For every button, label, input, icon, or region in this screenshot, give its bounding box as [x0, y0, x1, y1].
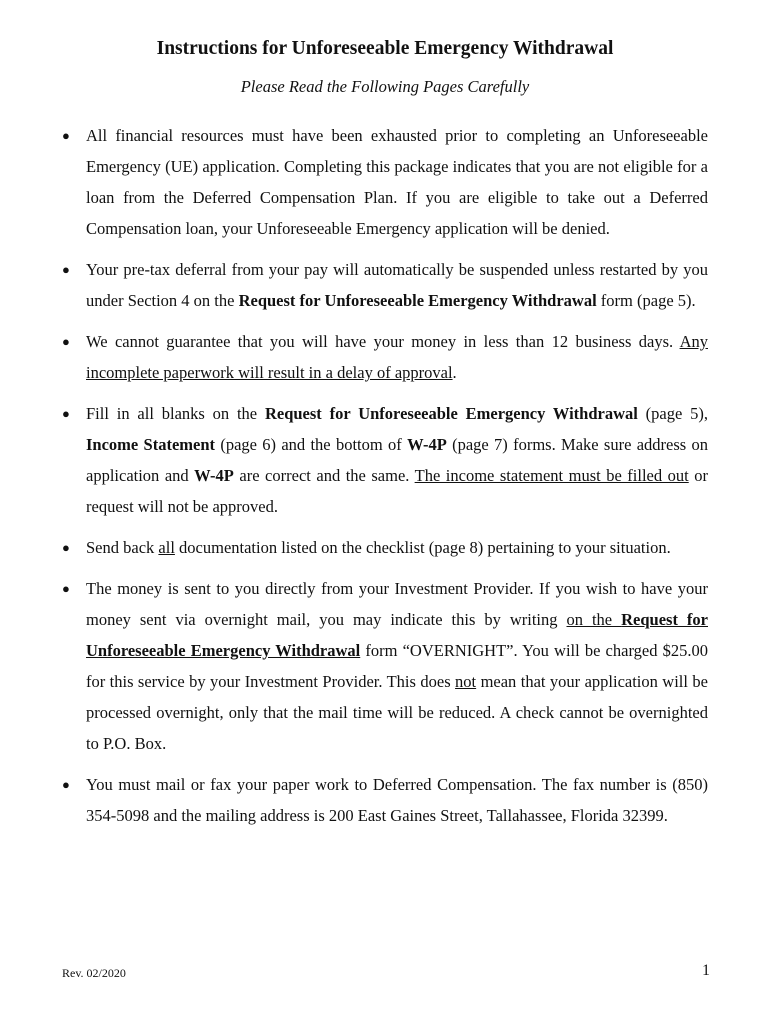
page-subtitle: Please Read the Following Pages Carefully: [240, 77, 530, 96]
item-text: Request for Unforeseeable Emergency Withdrawal: [86, 610, 708, 660]
item-text: Request for Unforeseeable Emergency Withdrawal: [238, 291, 597, 310]
item-text: All financial resources must have been exhausted prior to completing an Unforeseeable Emergency (UE) application. Completing this package indicates that you are not eligible for a loan from the Deferred Compensation Plan. If you are eligible to take out a Deferred Compensation loan, your Unforeseeable Emergency application will be denied.: [86, 126, 708, 238]
item-text: We cannot guarantee that you will have your money in less than 12 business days.: [86, 332, 680, 351]
list-item: [0, 769, 770, 831]
item-text: W-4P: [407, 435, 447, 454]
item-text: Request for Unforeseeable Emergency Withdrawal: [264, 404, 638, 423]
bullet-icon: ●: [62, 334, 70, 349]
item-text: W-4P: [194, 466, 234, 485]
item-text: .: [452, 363, 457, 382]
bullet-icon: ●: [62, 262, 70, 277]
list-item: [0, 254, 770, 316]
item-text: not: [455, 672, 477, 691]
item-text: or request will not be approved.: [86, 466, 708, 516]
page-title: Instructions for Unforeseeable Emergency Withdrawal: [156, 38, 614, 59]
item-text: Income Statement: [86, 435, 216, 454]
page-number: 1: [702, 962, 710, 979]
item-text: The income statement must be filled out: [414, 466, 689, 485]
item-text: documentation listed on the checklist (page 8) pertaining to your situation.: [174, 538, 671, 557]
item-text: Fill in all blanks on the: [86, 404, 265, 423]
item-text: form “OVERNIGHT”. You will be charged $25.00 for this service by your Investment Provider. This does: [86, 641, 708, 691]
item-text: on the: [566, 610, 622, 629]
item-text: form (page 5).: [596, 291, 696, 310]
list-item: [0, 532, 770, 563]
item-text: (page 5),: [637, 404, 708, 423]
item-text: are correct and the same.: [233, 466, 415, 485]
item-text: mean that your application will be processed overnight, only that the mail time will be reduced. A check cannot be overnighted to P.O. Box.: [86, 672, 708, 753]
item-text: all: [158, 538, 175, 557]
item-text: Any incomplete paperwork will result in a delay of approval: [86, 332, 708, 382]
instruction-list: [0, 120, 770, 841]
item-text: The money is sent to you directly from your Investment Provider. If you wish to have your money sent via overnight mail, you may indicate this by writing: [86, 579, 708, 629]
bullet-icon: ●: [62, 581, 70, 596]
list-item: [0, 326, 770, 388]
item-text: You must mail or fax your paper work to Deferred Compensation. The fax number is (850) 354-5098 and the mailing address is 200 East Gaines Street, Tallahassee, Florida 32399.: [86, 775, 708, 825]
item-text: Your pre-tax deferral from your pay will automatically be suspended unless restarted by you under Section 4 on the: [86, 260, 708, 310]
item-text: (page 7) forms. Make sure address on application and: [86, 435, 708, 485]
bullet-icon: ●: [62, 406, 70, 421]
list-item: [0, 573, 770, 759]
list-item: [0, 120, 770, 244]
revision-label: Rev. 02/2020: [62, 966, 126, 980]
bullet-icon: ●: [62, 128, 70, 143]
list-item: [0, 398, 770, 522]
item-text: (page 6) and the bottom of: [215, 435, 408, 454]
bullet-icon: ●: [62, 777, 70, 792]
item-text: Send back: [86, 538, 159, 557]
bullet-icon: ●: [62, 540, 70, 555]
